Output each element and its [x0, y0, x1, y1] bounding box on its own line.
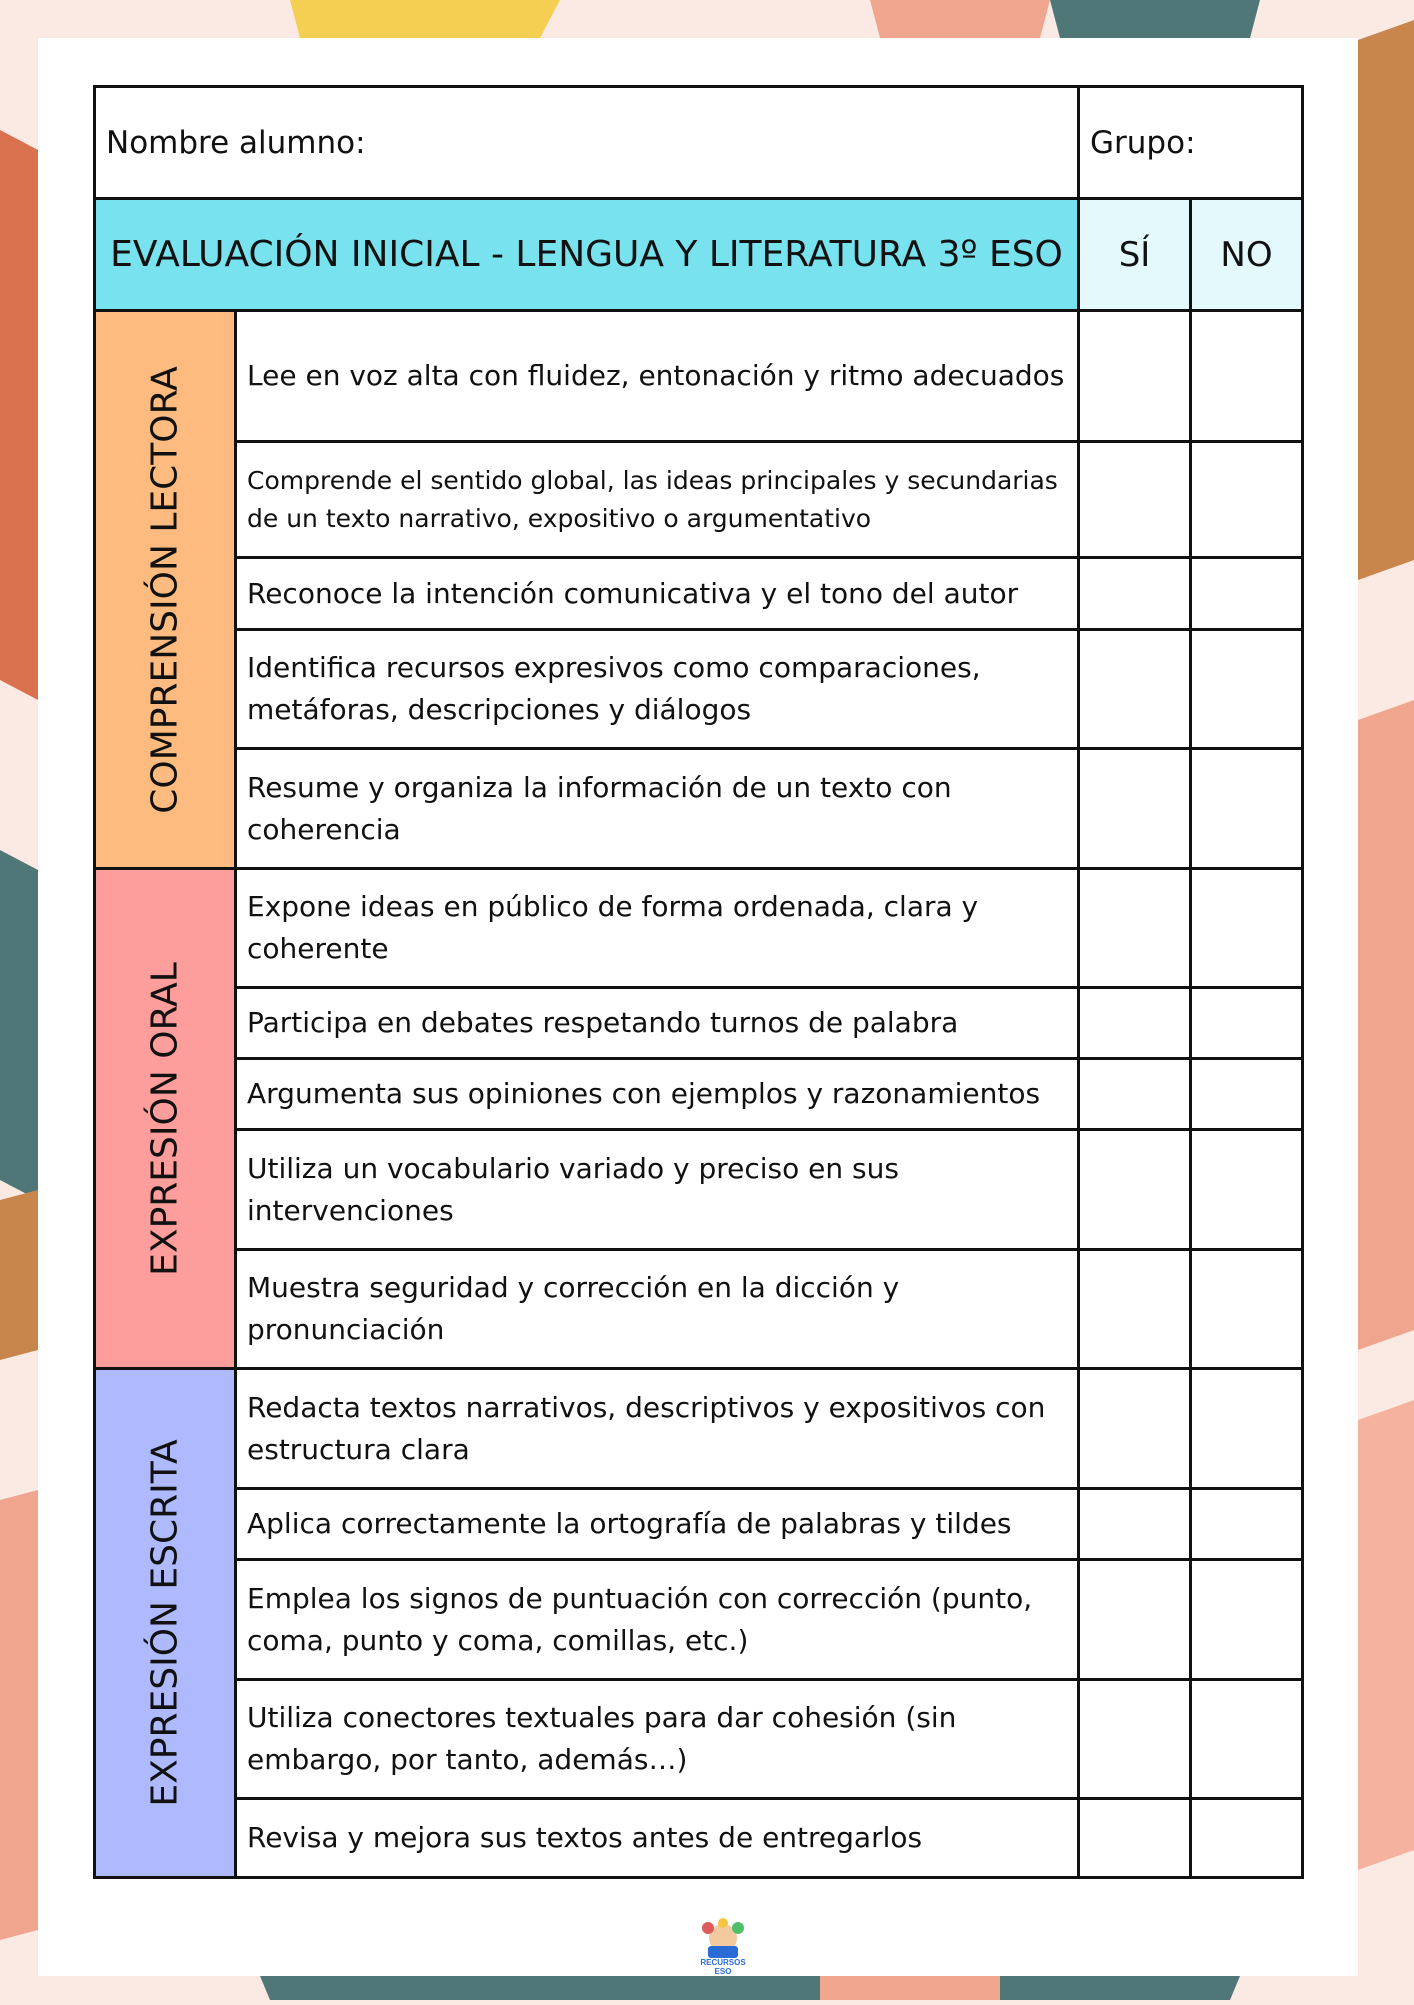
yes-checkbox-cell[interactable]	[1079, 988, 1191, 1059]
criterion-row	[95, 1489, 1303, 1560]
yes-checkbox-cell[interactable]	[1079, 311, 1191, 442]
criterion-text: Utiliza un vocabulario variado y preciso en sus intervenciones	[236, 1130, 1079, 1250]
no-checkbox-cell[interactable]	[1191, 630, 1303, 749]
logo-text: RECURSOS ESO	[700, 1958, 746, 1976]
section-written-expression	[95, 1369, 236, 1878]
criterion-text: Identifica recursos expresivos como comparaciones, metáforas, descripciones y diálogos	[236, 630, 1079, 749]
evaluation-title: EVALUACIÓN INICIAL - LENGUA Y LITERATURA 3º ESO	[95, 199, 1079, 311]
criterion-text: Participa en debates respetando turnos de palabra	[236, 988, 1079, 1059]
yes-checkbox-cell[interactable]	[1079, 749, 1191, 869]
title-row	[95, 199, 1303, 311]
section-label: EXPRESIÓN ORAL	[144, 961, 186, 1276]
no-checkbox-cell[interactable]	[1191, 1130, 1303, 1250]
group-label: Grupo:	[1090, 124, 1196, 161]
no-checkbox-cell[interactable]	[1191, 311, 1303, 442]
criterion-row	[95, 1130, 1303, 1250]
section-reading-comprehension	[95, 311, 236, 869]
yes-checkbox-cell[interactable]	[1079, 1560, 1191, 1680]
no-checkbox-cell[interactable]	[1191, 1369, 1303, 1489]
student-name-label: Nombre alumno:	[106, 124, 366, 161]
evaluation-table	[93, 85, 1304, 1879]
no-checkbox-cell[interactable]	[1191, 1680, 1303, 1799]
criterion-row	[95, 442, 1303, 558]
criterion-text: Lee en voz alta con fluidez, entonación y ritmo adecuados	[236, 311, 1079, 442]
criterion-text: Utiliza conectores textuales para dar cohesión (sin embargo, por tanto, además…)	[236, 1680, 1079, 1799]
no-checkbox-cell[interactable]	[1191, 749, 1303, 869]
criterion-text: Reconoce la intención comunicativa y el tono del autor	[236, 558, 1079, 630]
criterion-row	[95, 988, 1303, 1059]
criterion-text: Muestra seguridad y corrección en la dicción y pronunciación	[236, 1250, 1079, 1369]
yes-checkbox-cell[interactable]	[1079, 558, 1191, 630]
criterion-row	[95, 1680, 1303, 1799]
group-field[interactable]	[1079, 87, 1303, 199]
student-name-field[interactable]	[95, 87, 1079, 199]
yes-checkbox-cell[interactable]	[1079, 1489, 1191, 1560]
yes-checkbox-cell[interactable]	[1079, 1250, 1191, 1369]
criterion-text: Emplea los signos de puntuación con corrección (punto, coma, punto y coma, comillas, etc.)	[236, 1560, 1079, 1680]
student-info-row	[95, 87, 1303, 199]
no-checkbox-cell[interactable]	[1191, 869, 1303, 988]
logo-icon	[700, 1918, 746, 1960]
yes-checkbox-cell[interactable]	[1079, 1369, 1191, 1489]
section-label: COMPRENSIÓN LECTORA	[144, 365, 186, 814]
no-checkbox-cell[interactable]	[1191, 1489, 1303, 1560]
section-label: EXPRESIÓN ESCRITA	[144, 1439, 186, 1807]
criterion-row	[95, 869, 1303, 988]
no-checkbox-cell[interactable]	[1191, 988, 1303, 1059]
yes-column-header: SÍ	[1079, 199, 1191, 311]
criterion-row	[95, 1059, 1303, 1130]
yes-checkbox-cell[interactable]	[1079, 1680, 1191, 1799]
criterion-row	[95, 1369, 1303, 1489]
criterion-text: Redacta textos narrativos, descriptivos y expositivos con estructura clara	[236, 1369, 1079, 1489]
yes-checkbox-cell[interactable]	[1079, 442, 1191, 558]
criterion-row	[95, 1560, 1303, 1680]
criterion-row	[95, 749, 1303, 869]
criterion-row	[95, 630, 1303, 749]
criterion-row	[95, 1799, 1303, 1878]
yes-checkbox-cell[interactable]	[1079, 1130, 1191, 1250]
section-oral-expression	[95, 869, 236, 1369]
yes-checkbox-cell[interactable]	[1079, 869, 1191, 988]
criterion-text: Argumenta sus opiniones con ejemplos y razonamientos	[236, 1059, 1079, 1130]
yes-checkbox-cell[interactable]	[1079, 1059, 1191, 1130]
criterion-row	[95, 558, 1303, 630]
no-checkbox-cell[interactable]	[1191, 1560, 1303, 1680]
criterion-text: Aplica correctamente la ortografía de palabras y tildes	[236, 1489, 1079, 1560]
criterion-text: Resume y organiza la información de un texto con coherencia	[236, 749, 1079, 869]
criterion-row	[95, 311, 1303, 442]
no-checkbox-cell[interactable]	[1191, 1799, 1303, 1878]
yes-checkbox-cell[interactable]	[1079, 1799, 1191, 1878]
no-checkbox-cell[interactable]	[1191, 1059, 1303, 1130]
no-column-header: NO	[1191, 199, 1303, 311]
yes-checkbox-cell[interactable]	[1079, 630, 1191, 749]
no-checkbox-cell[interactable]	[1191, 442, 1303, 558]
no-checkbox-cell[interactable]	[1191, 558, 1303, 630]
no-checkbox-cell[interactable]	[1191, 1250, 1303, 1369]
criterion-text: Comprende el sentido global, las ideas principales y secundarias de un texto narrativo, expositivo o argumentativo	[236, 442, 1079, 558]
criterion-text: Expone ideas en público de forma ordenada, clara y coherente	[236, 869, 1079, 988]
criterion-row	[95, 1250, 1303, 1369]
criterion-text: Revisa y mejora sus textos antes de entregarlos	[236, 1799, 1079, 1878]
